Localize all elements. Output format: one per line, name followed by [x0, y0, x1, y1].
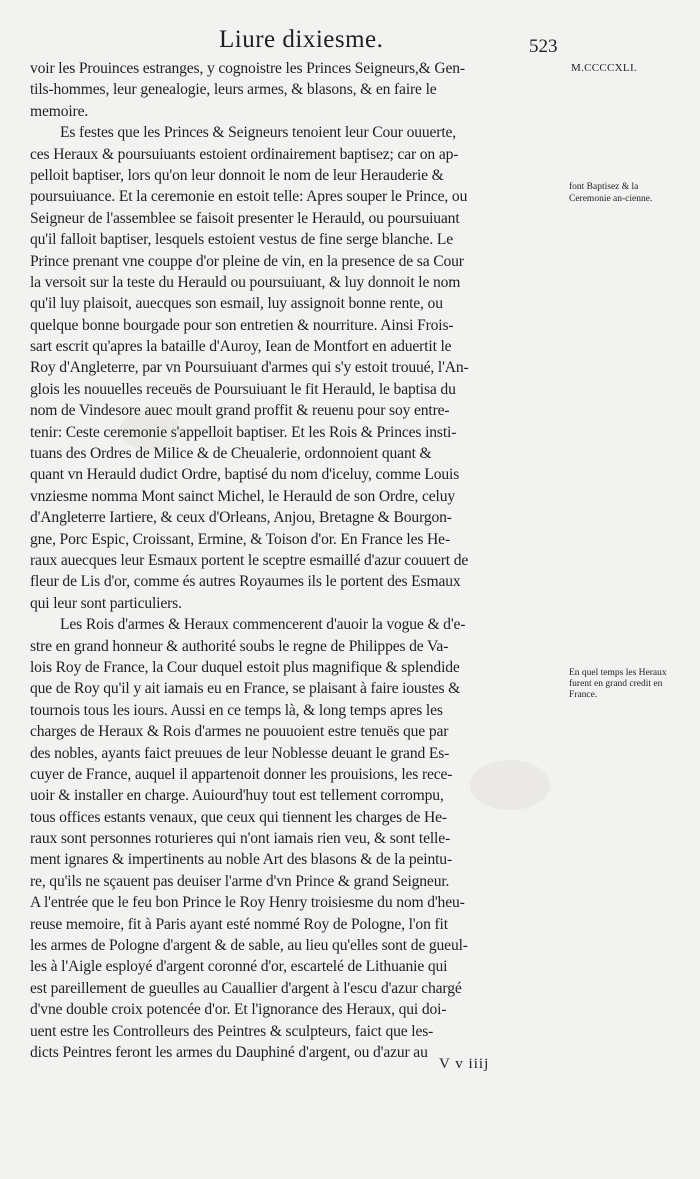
text-line: quant vn Herauld dudict Ordre, baptisé du nom d'iceluy, comme Louis: [30, 466, 460, 484]
text-line: ment ignares & impertinents au noble Art des blasons & de la peintu-: [30, 851, 453, 869]
text-line: gne, Porc Espic, Croissant, Ermine, & Toison d'or. En France les He-: [30, 530, 450, 548]
text-line: Prince prenant vne couppe d'or pleine de vin, en la presence de sa Cour: [30, 252, 464, 270]
text-line: uoir & installer en charge. Auiourd'huy tout est tellement corrompu,: [30, 787, 444, 805]
text-line: quelque bonne bourgade pour son entretien & nourriture. Ainsi Frois-: [30, 316, 454, 334]
margin-note-ceremonie: Ceremonie an-cienne.: [569, 194, 653, 204]
text-line: lois Roy de France, la Cour duquel estoit plus magnifique & splendide: [30, 658, 460, 676]
text-line: que de Roy qu'il y ait iamais eu en France, se plaisant à faire ioustes &: [30, 680, 461, 698]
text-line: stre en grand honneur & authorité soubs le regne de Philippes de Va-: [30, 637, 449, 655]
text-line: les armes de Pologne d'argent & de sable, au lieu qu'elles sont de gueul-: [30, 937, 468, 955]
text-line: reuse memoire, fit à Paris ayant esté nommé Roy de Pologne, l'on fit: [30, 915, 448, 933]
text-line: qu'il falloit baptiser, lesquels estoient vestus de fine serge blanche. Le: [30, 231, 453, 249]
page-number: 523: [529, 36, 558, 57]
text-line: uent estre les Controlleurs des Peintres & sculpteurs, faict que les-: [30, 1022, 434, 1040]
text-line: la versoit sur la teste du Herauld ou poursuiuant, & luy donnoit le nom: [30, 273, 461, 291]
text-line: vnziesme nomma Mont sainct Michel, le Herauld de son Ordre, celuy: [30, 487, 456, 505]
text-line: des nobles, ayants faict preuues de leur Noblesse deuant le grand Es-: [30, 744, 450, 762]
text-line: tuans des Ordres de Milice & de Cheualerie, ordonnoient quant &: [30, 445, 432, 463]
text-line: dicts Peintres feront les armes du Dauphiné d'argent, ou d'azur au: [30, 1043, 428, 1061]
text-line: raux sont personnes roturieres qui n'ont iamais rien veu, & sont telle-: [30, 830, 451, 848]
text-line: Seigneur de l'assemblee se faisoit presenter le Herauld, ou poursuiuant: [30, 209, 460, 227]
text-line: raux auecques leur Esmaux portent le sceptre esmaillé d'azur couuert de: [30, 551, 469, 569]
text-line: sart escrit qu'apres la bataille d'Auroy, Iean de Montfort en aduertit le: [30, 338, 452, 356]
text-line: fleur de Lis d'or, comme és autres Royaumes ils le portent des Esmaux: [30, 573, 461, 591]
text-line: ces Heraux & poursuiuants estoient ordinairement baptisez; car on ap-: [30, 145, 459, 163]
running-title: Liure dixiesme.: [219, 26, 384, 53]
text-line: tous offices estants venaux, que ceux qui tiennent les charges de He-: [30, 808, 447, 826]
margin-note-baptisez: font Baptisez & la: [569, 182, 639, 192]
text-line: voir les Prouinces estranges, y cognoistre les Princes Seigneurs,& Gen-: [30, 60, 465, 77]
text-line: les à l'Aigle esployé d'argent coronné d'or, escartelé de Lithuanie qui: [30, 958, 448, 976]
text-line: cuyer de France, auquel il appartenoit donner les prouisions, les rece-: [30, 765, 453, 783]
body-text: [30, 58, 570, 1063]
text-line: charges de Heraux & Rois d'armes ne pouuoient estre tenuës que par: [30, 723, 449, 741]
text-line: A l'entrée que le feu bon Prince le Roy Henry troisiesme du nom d'heu-: [30, 894, 465, 912]
text-line: d'Angleterre Iartiere, & ceux d'Orleans, Anjou, Bretagne & Bourgon-: [30, 509, 452, 527]
text-line: est pareillement de gueulles au Cauallier d'argent à l'escu d'azur chargé: [30, 979, 462, 997]
text-line: nom de Vindesore auec moult grand proffit & reuenu pour soy entre-: [30, 402, 450, 420]
text-line: tenir: Ceste ceremonie s'appelloit baptiser. Et les Rois & Princes insti-: [30, 423, 457, 441]
signature-mark: V v iiij: [439, 1056, 490, 1072]
text-line: pelloit baptiser, lors qu'on leur donnoit le nom de leur Herauderie &: [30, 166, 444, 184]
text-line: tils-hommes, leur genealogie, leurs armes, & blasons, & en faire le: [30, 81, 437, 99]
text-line: re, qu'ils ne sçauent pas deuiser l'arme d'vn Prince & grand Seigneur.: [30, 872, 450, 890]
year-margin-note: M.CCCCXLI.: [571, 62, 637, 74]
text-line: Roy d'Angleterre, par vn Poursuiuant d'armes qui s'y estoit trouué, l'An-: [30, 359, 469, 377]
text-line: d'vne double croix potencée d'or. Et l'ignorance des Heraux, qui doi-: [30, 1001, 447, 1019]
margin-note-heraux-credit: En quel temps les Heraux furent en grand credit en France.: [569, 668, 667, 700]
paragraph-start-line: Les Rois d'armes & Heraux commencerent d'auoir la vogue & d'e-: [60, 616, 466, 634]
text-line: poursuiuance. Et la ceremonie en estoit telle: Apres souper le Prince, ou: [30, 188, 468, 206]
paragraph-start-line: Es festes que les Princes & Seigneurs tenoient leur Cour ouuerte,: [60, 124, 457, 142]
text-line: glois les nouuelles receuës de Poursuiuant le fit Herauld, le baptisa du: [30, 380, 456, 398]
text-line: memoire.: [30, 102, 89, 120]
text-line: qui leur sont particuliers.: [30, 594, 182, 612]
text-line: qu'il luy plaisoit, auecques son esmail, luy assignoit bonne rente, ou: [30, 295, 443, 313]
text-line: tournois tous les iours. Aussi en ce temps là, & long temps apres les: [30, 701, 443, 719]
